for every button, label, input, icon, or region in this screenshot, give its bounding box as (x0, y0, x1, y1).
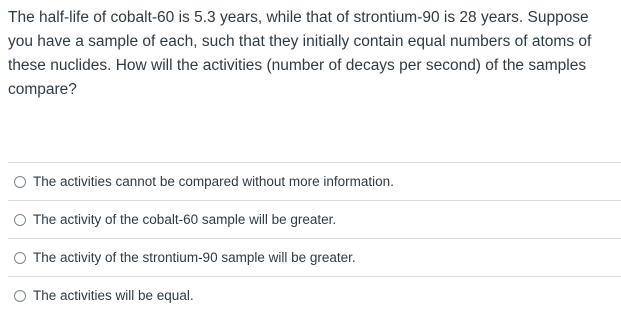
answer-label: The activities will be equal. (33, 288, 194, 303)
answer-option[interactable] (8, 200, 621, 238)
answer-option[interactable] (8, 162, 621, 200)
answer-list (8, 162, 621, 314)
answer-label: The activity of the strontium-90 sample will be greater. (33, 250, 356, 265)
radio-button[interactable] (14, 290, 26, 302)
answer-option[interactable] (8, 238, 621, 276)
answer-label: The activity of the cobalt-60 sample will be greater. (33, 212, 337, 227)
answer-label: The activities cannot be compared without more information. (33, 174, 394, 189)
question-text: The half-life of cobalt-60 is 5.3 years, while that of strontium-90 is 28 years. Suppose you have a sample of each, such that they initially contain equal numbers of atoms of these nuclides. How will the activities (number of decays per second) of the samples compare? (8, 9, 592, 98)
answer-option[interactable] (8, 276, 621, 314)
radio-button[interactable] (14, 252, 26, 264)
radio-button[interactable] (14, 214, 26, 226)
radio-button[interactable] (14, 176, 26, 188)
